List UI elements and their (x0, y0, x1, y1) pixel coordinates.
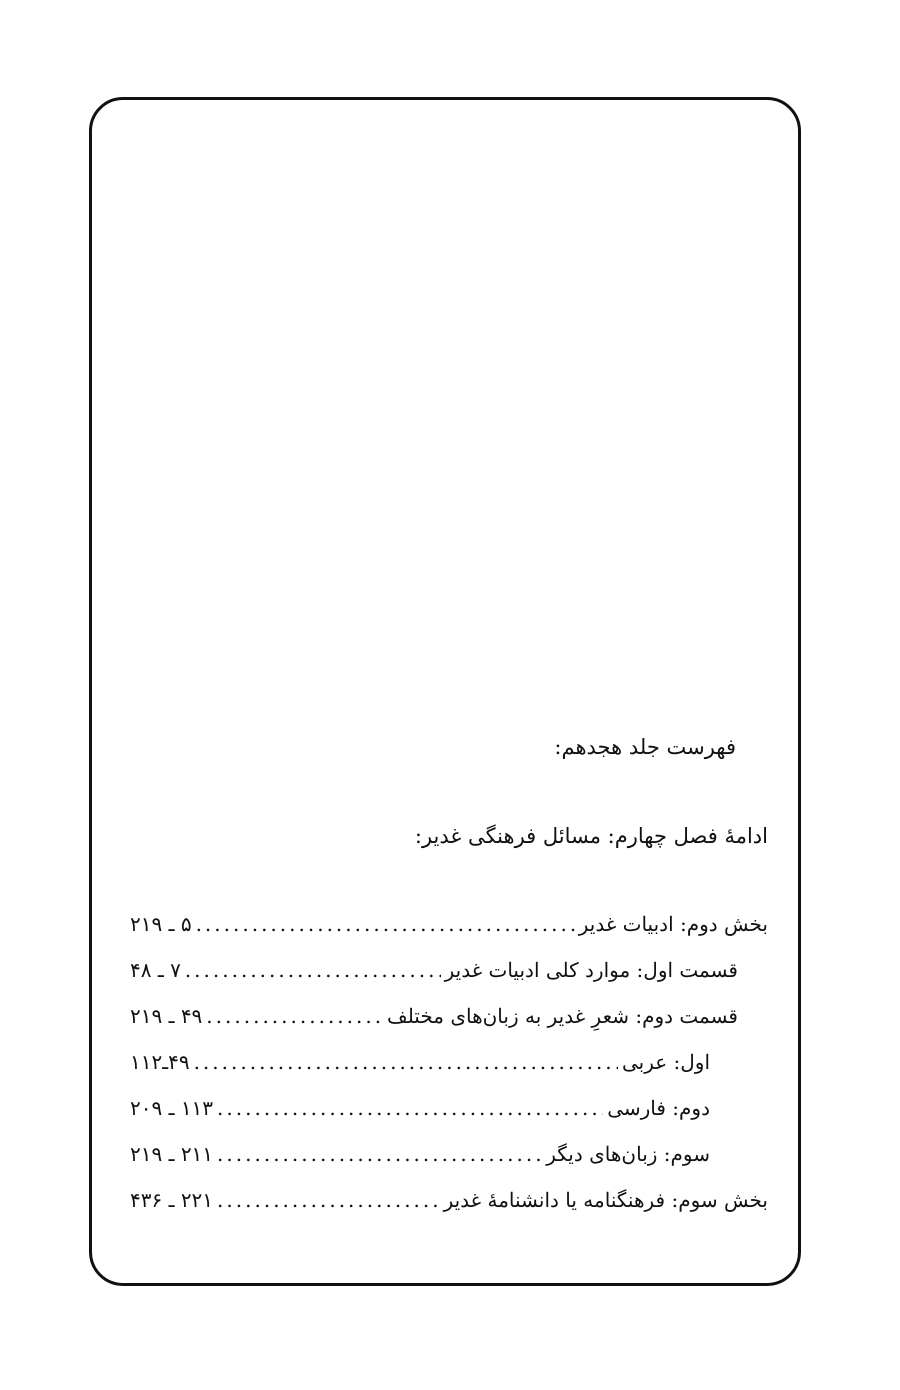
toc-entry-section-one[interactable] (130, 958, 768, 1004)
toc-entry-label: قسمت اول: موارد کلی ادبیات غدیر (444, 958, 738, 982)
toc-entry-label: اول: عربی (621, 1050, 710, 1074)
toc-entry-pages: ۴۹ ـ ۲۱۹ (130, 1004, 203, 1028)
toc-entry-pages: ۵ ـ ۲۱۹ (130, 912, 192, 936)
toc-leader-dots (217, 1096, 603, 1120)
toc-entry-other-languages[interactable] (130, 1142, 768, 1188)
toc-leader-dots (206, 1004, 383, 1028)
toc-leader-dots (185, 958, 441, 982)
toc-entry-pages: ۴۹ـ۱۱۲ (130, 1050, 190, 1074)
toc-entry-arabic[interactable] (130, 1050, 768, 1096)
toc-entry-part-two[interactable] (130, 912, 768, 958)
toc-entry-persian[interactable] (130, 1096, 768, 1142)
toc-leader-dots (196, 912, 575, 936)
table-of-contents (130, 912, 768, 1234)
toc-leader-dots (217, 1188, 440, 1212)
toc-entry-part-three[interactable] (130, 1188, 768, 1234)
toc-entry-label: دوم: فارسی (607, 1096, 710, 1120)
toc-entry-label: بخش سوم: فرهنگنامه یا دانشنامۀ غدیر (443, 1188, 768, 1212)
toc-entry-label: سوم: زبان‌های دیگر (546, 1142, 710, 1166)
toc-title: فهرست جلد هجدهم: (554, 735, 736, 759)
toc-entry-pages: ۷ ـ ۴۸ (130, 958, 181, 982)
toc-leader-dots (217, 1142, 542, 1166)
toc-entry-pages: ۲۱۱ ـ ۲۱۹ (130, 1142, 214, 1166)
toc-entry-pages: ۱۱۳ ـ ۲۰۹ (130, 1096, 214, 1120)
toc-entry-label: قسمت دوم: شعرِ غدیر به زبان‌های مختلف (386, 1004, 738, 1028)
toc-leader-dots (194, 1050, 618, 1074)
section-title: ادامۀ فصل چهارم: مسائل فرهنگی غدیر: (414, 824, 768, 848)
toc-entry-label: بخش دوم: ادبیات غدیر (578, 912, 768, 936)
toc-entry-section-two[interactable] (130, 1004, 768, 1050)
toc-entry-pages: ۲۲۱ ـ ۴۳۶ (130, 1188, 214, 1212)
